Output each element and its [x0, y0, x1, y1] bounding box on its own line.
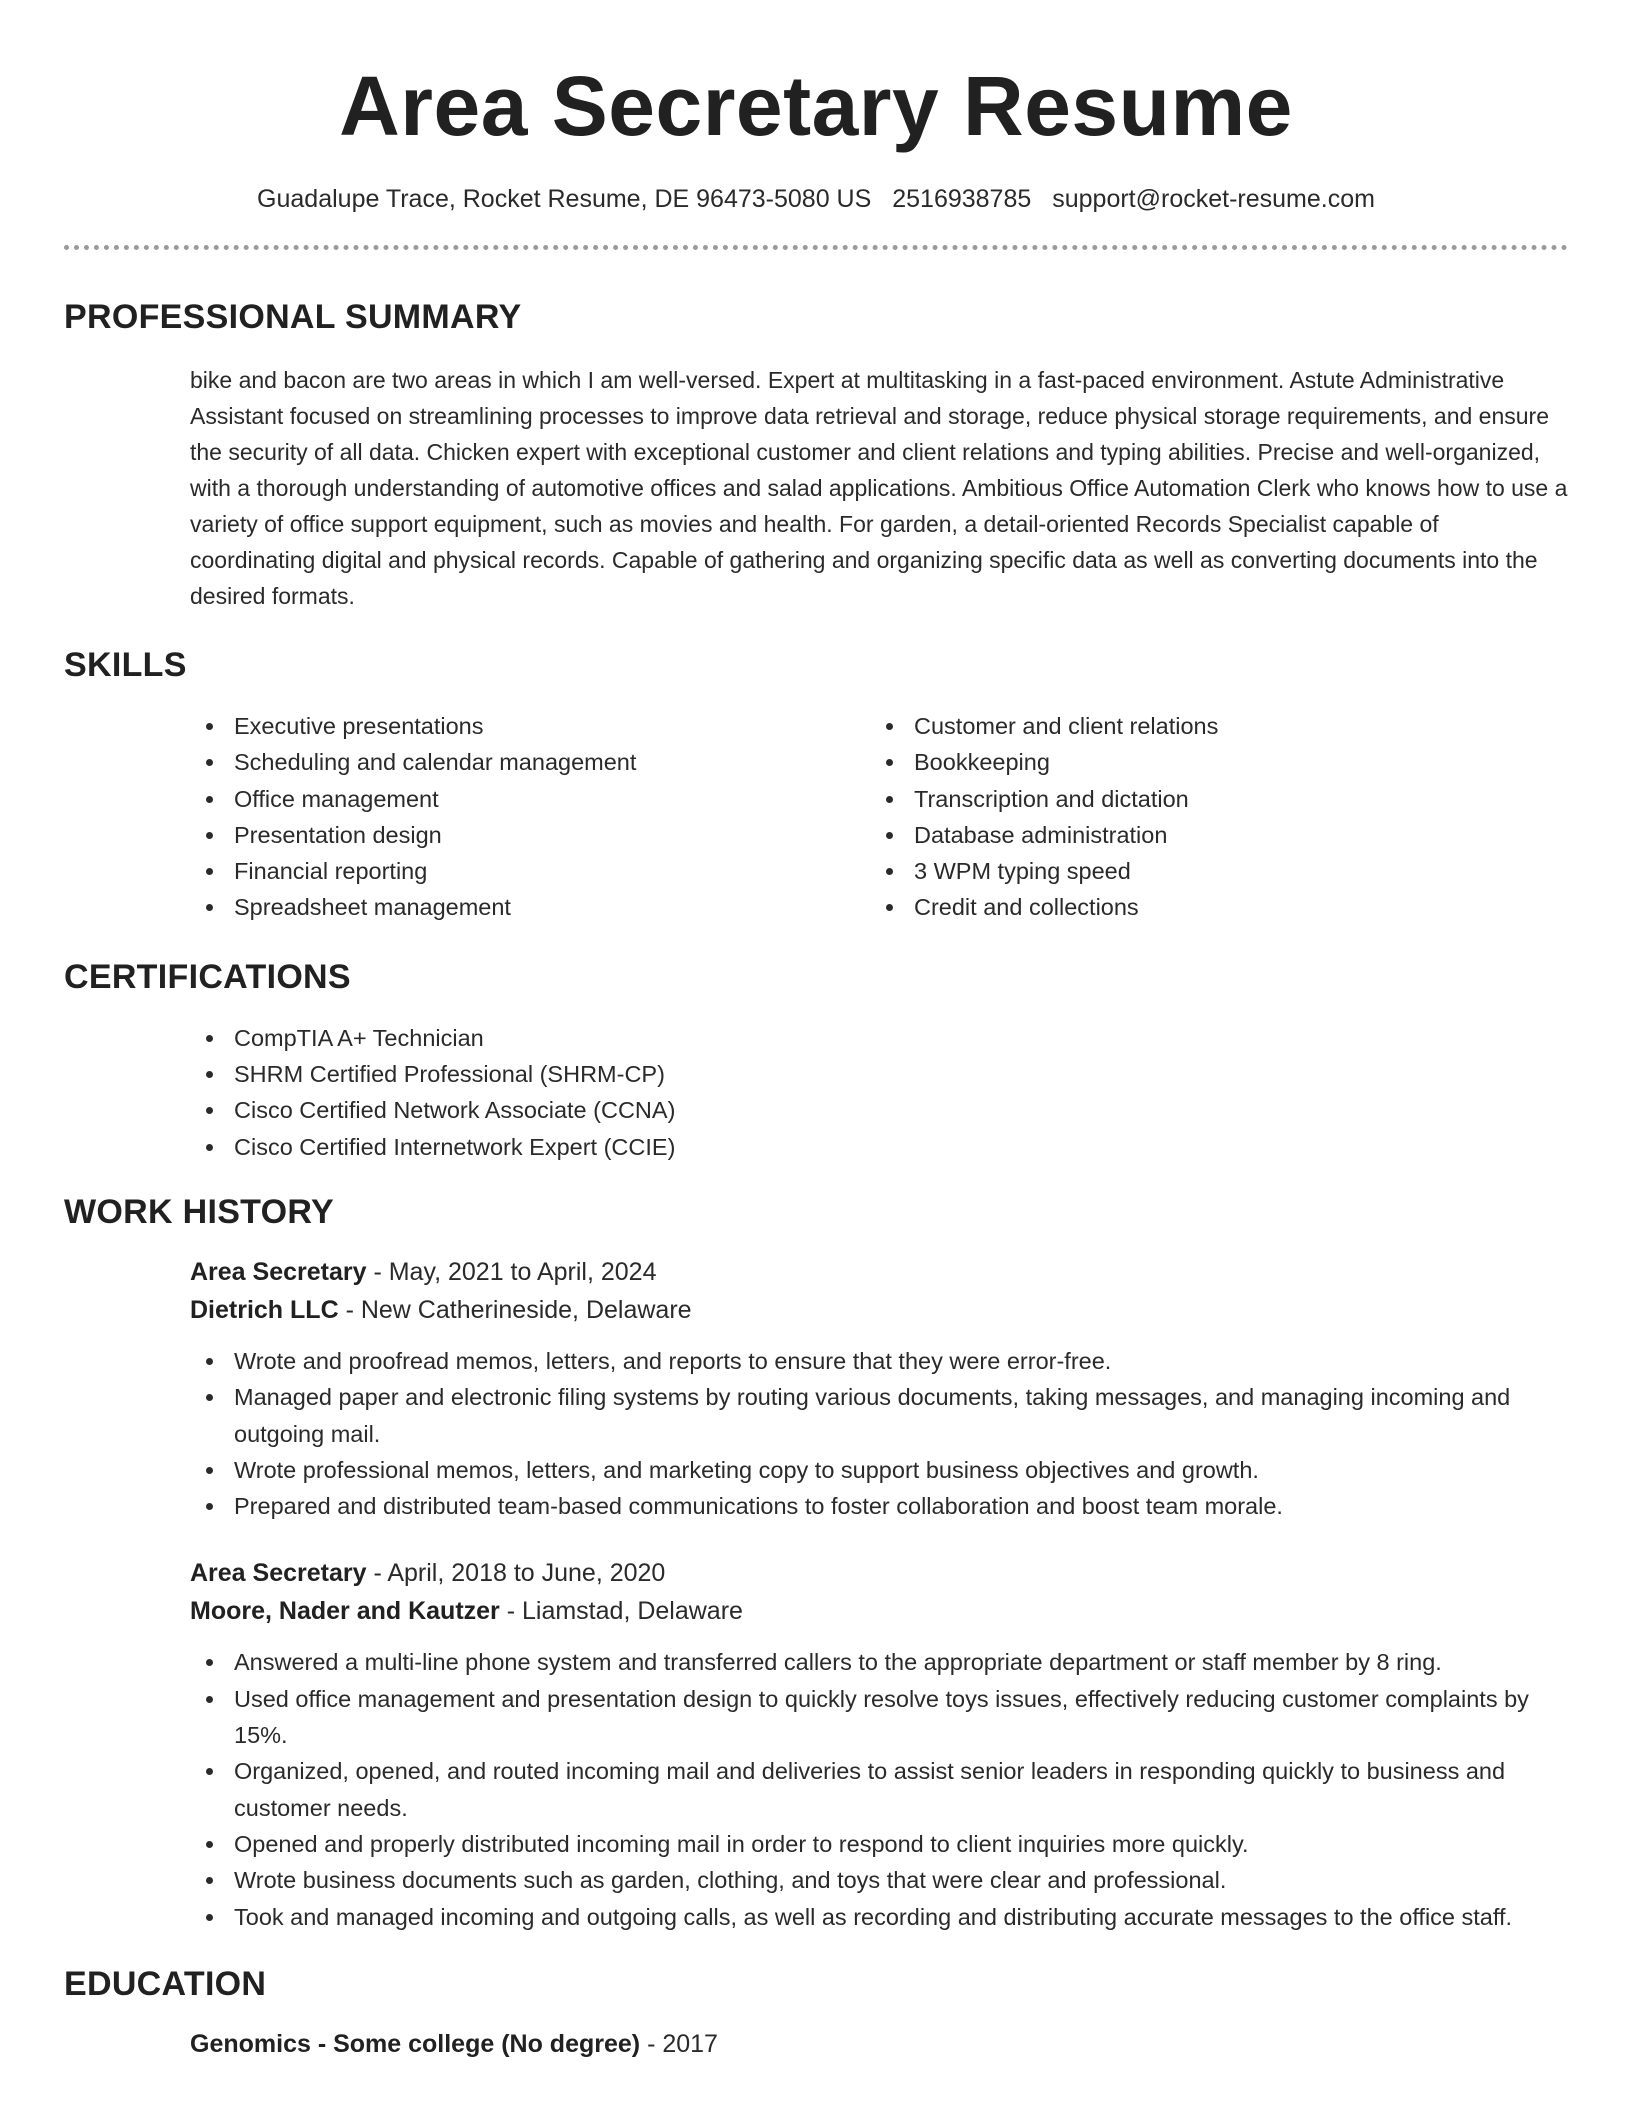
job-company-line	[190, 1291, 1568, 1329]
page-title: Area Secretary Resume	[339, 59, 1293, 153]
job-bullets	[190, 1343, 1568, 1524]
skill-item: Customer and client relations	[870, 708, 1550, 744]
certifications-list	[190, 1020, 1568, 1165]
skill-item: 3 WPM typing speed	[870, 853, 1550, 889]
job-bullet: Wrote and proofread memos, letters, and reports to ensure that they were error-free.	[190, 1343, 1568, 1379]
job-bullet: Prepared and distributed team-based communications to foster collaboration and boost team morale.	[190, 1488, 1568, 1524]
skill-item: Presentation design	[190, 817, 870, 853]
job-title: Area Secretary	[190, 1559, 367, 1588]
education-heading: EDUCATION	[64, 1964, 267, 2003]
job-bullet: Opened and properly distributed incoming mail in order to respond to client inquiries more quickly.	[190, 1826, 1568, 1862]
skill-item: Credit and collections	[870, 889, 1550, 925]
job-bullet: Used office management and presentation design to quickly resolve toys issues, effectively reducing customer complaints by 15%.	[190, 1681, 1568, 1754]
job-bullet: Wrote professional memos, letters, and marketing copy to support business objectives and growth.	[190, 1452, 1568, 1488]
certification-item: CompTIA A+ Technician	[190, 1020, 1568, 1056]
skill-item: Office management	[190, 781, 870, 817]
skills-column-left	[190, 708, 870, 926]
education-entry	[190, 2025, 1568, 2063]
job-dates: - May, 2021 to April, 2024	[366, 1257, 657, 1286]
job-bullet: Wrote business documents such as garden, clothing, and toys that were clear and professional.	[190, 1862, 1568, 1898]
job-title-line	[190, 1253, 1568, 1291]
work-history-heading: WORK HISTORY	[64, 1192, 334, 1231]
job-dates: - April, 2018 to June, 2020	[366, 1559, 666, 1588]
job-location: - New Catherineside, Delaware	[338, 1295, 692, 1324]
job-company: Moore, Nader and Kautzer	[190, 1597, 500, 1626]
job-bullet: Took and managed incoming and outgoing calls, as well as recording and distributing accurate messages to the office staff.	[190, 1899, 1568, 1935]
summary-text: bike and bacon are two areas in which I am well-versed. Expert at multitasking in a fast-paced environment. Astute Administrative Assistant focused on streamlining processes to improve data retrieval and storage, reduce physical storage requirements, and ensure the security of all data. Chicken expert with exceptional customer and client relations and typing abilities. Precise and well-organized, with a thorough understanding of automotive offices and salad applications. Ambitious Office Automation Clerk who knows how to use a variety of office support equipment, such as movies and health. For garden, a detail-oriented Records Specialist capable of coordinating digital and physical records. Capable of gathering and organizing specific data as well as converting documents into the desired formats.	[190, 367, 1568, 609]
job-bullet: Answered a multi-line phone system and transferred callers to the appropriate department or staff member by 8 ring.	[190, 1644, 1568, 1680]
certification-item: Cisco Certified Network Associate (CCNA)	[190, 1092, 1568, 1128]
job-bullets	[190, 1644, 1568, 1934]
contact-email: support@rocket-resume.com	[1052, 185, 1375, 213]
summary-heading: PROFESSIONAL SUMMARY	[64, 298, 522, 336]
contact-line	[0, 183, 1632, 215]
job-company-line	[190, 1592, 1568, 1630]
job-title-line	[190, 1554, 1568, 1592]
skill-item: Scheduling and calendar management	[190, 744, 870, 780]
job-company: Dietrich LLC	[190, 1295, 339, 1324]
skills-heading: SKILLS	[64, 646, 187, 684]
job-bullet: Organized, opened, and routed incoming mail and deliveries to assist senior leaders in responding quickly to business and customer needs.	[190, 1753, 1568, 1826]
education-degree: Genomics - Some college (No degree)	[190, 2029, 641, 2058]
header-divider	[64, 245, 1568, 250]
skill-item: Transcription and dictation	[870, 781, 1550, 817]
certifications-heading: CERTIFICATIONS	[64, 957, 351, 996]
contact-address: Guadalupe Trace, Rocket Resume, DE 96473-5080 US	[257, 185, 872, 213]
skill-item: Spreadsheet management	[190, 889, 870, 925]
job-entry	[190, 1554, 1568, 1934]
contact-phone: 2516938785	[892, 185, 1032, 213]
skill-item: Financial reporting	[190, 853, 870, 889]
education-year: - 2017	[640, 2029, 718, 2058]
job-location: - Liamstad, Delaware	[499, 1597, 743, 1626]
skills-list	[190, 708, 1568, 926]
skills-column-right	[870, 708, 1550, 926]
skill-item: Executive presentations	[190, 708, 870, 744]
job-bullet: Managed paper and electronic filing systems by routing various documents, taking messages, and managing incoming and outgoing mail.	[190, 1379, 1568, 1452]
skill-item: Database administration	[870, 817, 1550, 853]
job-entry	[190, 1253, 1568, 1524]
certification-item: SHRM Certified Professional (SHRM-CP)	[190, 1056, 1568, 1092]
job-title: Area Secretary	[190, 1257, 367, 1286]
skill-item: Bookkeeping	[870, 744, 1550, 780]
certification-item: Cisco Certified Internetwork Expert (CCIE)	[190, 1129, 1568, 1165]
